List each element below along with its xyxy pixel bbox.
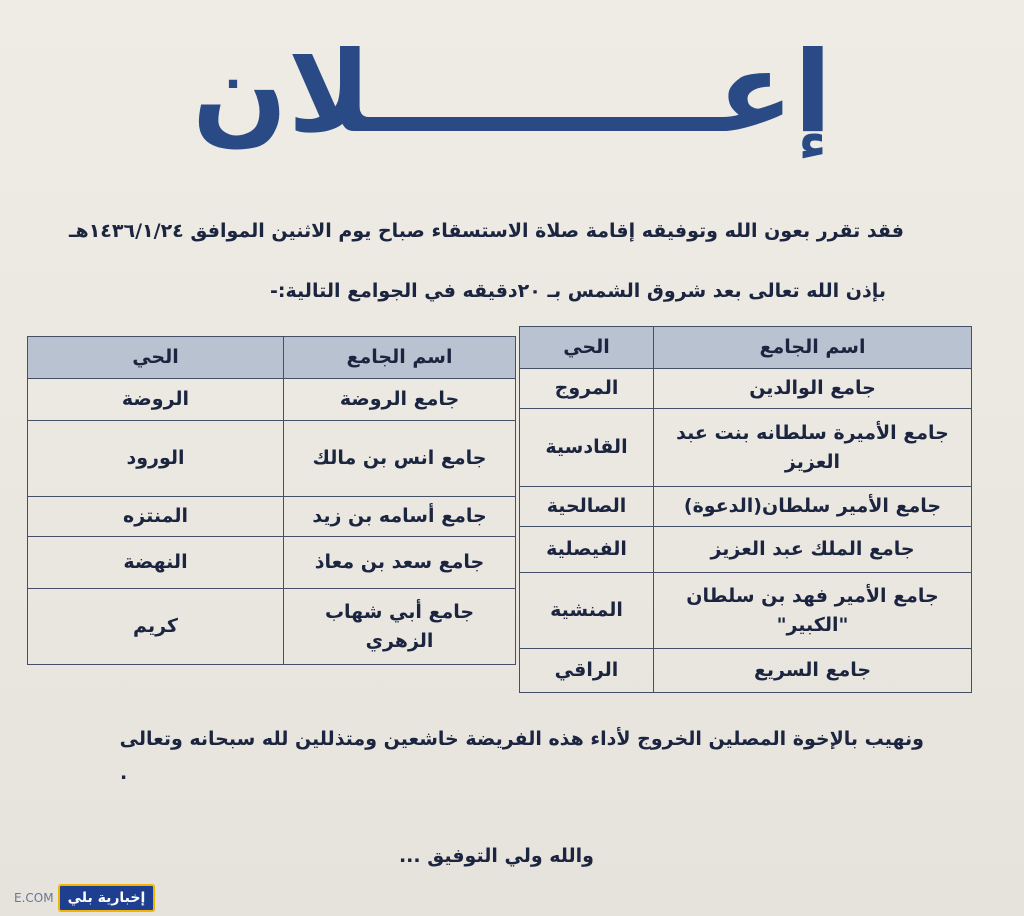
district-cell: الروضة [28, 379, 284, 421]
district-cell: المنشية [520, 573, 654, 649]
district-cell: الفيصلية [520, 527, 654, 573]
table-row [28, 497, 516, 537]
intro-line-1: فقد تقرر بعون الله وتوفيقه إقامة صلاة الاستسقاء صباح يوم الاثنين الموافق ١٤٣٦/١/٢٤هـ [69, 220, 904, 242]
header-district: الحي [520, 327, 654, 369]
mosque-name-cell: جامع سعد بن معاذ [284, 537, 516, 589]
mosque-name-cell: جامع الملك عبد العزيز [654, 527, 972, 573]
table-row [520, 649, 972, 693]
mosque-table-right [519, 326, 972, 693]
district-cell: كريم [28, 589, 284, 665]
district-cell: الراقي [520, 649, 654, 693]
mosque-name-cell: جامع أسامه بن زيد [284, 497, 516, 537]
header-mosque-name: اسم الجامع [284, 337, 516, 379]
table-header-row [28, 337, 516, 379]
mosque-name-cell: جامع الوالدين [654, 369, 972, 409]
table-row [520, 573, 972, 649]
site-watermark [14, 884, 155, 912]
header-district: الحي [28, 337, 284, 379]
district-cell: المروج [520, 369, 654, 409]
closing-line-2: . [120, 762, 128, 784]
announcement-title: إعـــــــــلان [191, 28, 833, 158]
mosque-name-cell: جامع السريع [654, 649, 972, 693]
table-header-row [520, 327, 972, 369]
mosque-name-cell: جامع الأمير سلطان(الدعوة) [654, 487, 972, 527]
table-row [28, 537, 516, 589]
intro-line-2: بإذن الله تعالى بعد شروق الشمس بـ ٢٠دقيقه في الجوامع التالية:- [270, 280, 886, 302]
table-row [28, 421, 516, 497]
mosque-name-cell: جامع الأمير فهد بن سلطان "الكبير" [654, 573, 972, 649]
closing-line-1: ونهيب بالإخوة المصلين الخروج لأداء هذه الفريضة خاشعين ومتذللين لله سبحانه وتعالى [119, 728, 924, 750]
mosque-name-cell: جامع أبي شهاب الزهري [284, 589, 516, 665]
district-cell: النهضة [28, 537, 284, 589]
district-cell: الورود [28, 421, 284, 497]
table-row [520, 487, 972, 527]
table-row [28, 379, 516, 421]
header-mosque-name: اسم الجامع [654, 327, 972, 369]
watermark-site-text: E.COM [14, 891, 54, 905]
table-row [520, 527, 972, 573]
district-cell: الصالحية [520, 487, 654, 527]
table-row [28, 589, 516, 665]
signoff-line: والله ولي التوفيق ... [398, 845, 594, 867]
table-row [520, 369, 972, 409]
mosque-name-cell: جامع الأميرة سلطانه بنت عبد العزيز [654, 409, 972, 487]
district-cell: القادسية [520, 409, 654, 487]
mosque-name-cell: جامع انس بن مالك [284, 421, 516, 497]
watermark-logo: إخبارية بلي [58, 884, 156, 912]
mosque-name-cell: جامع الروضة [284, 379, 516, 421]
district-cell: المنتزه [28, 497, 284, 537]
table-row [520, 409, 972, 487]
mosque-table-left [27, 336, 516, 665]
